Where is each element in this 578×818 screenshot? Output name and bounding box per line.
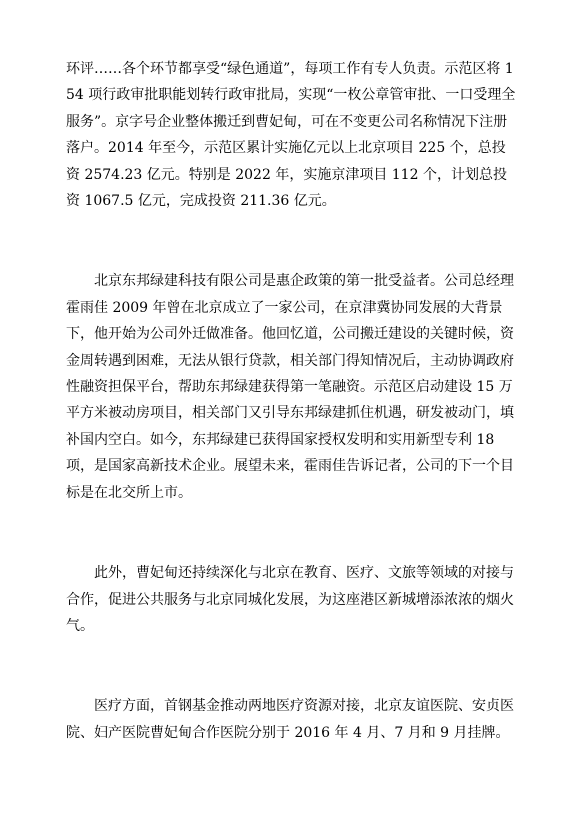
document-body [66, 56, 516, 746]
paragraph-spacer [66, 639, 516, 693]
paragraph-spacer [66, 506, 516, 560]
paragraph-medical: 医疗方面，首钢基金推动两地医疗资源对接，北京友谊医院、安贞医院、妇产医院曹妃甸合作医院分别于 2016 年 4 月、7 月和 9 月挂牌。 [66, 698, 514, 741]
paragraph-public-services: 此外，曹妃甸还持续深化与北京在教育、医疗、文旅等领域的对接与合作，促进公共服务与北京同城化发展，为这座港区新城增添浓浓的烟火气。 [66, 565, 514, 634]
paragraph-spacer [66, 214, 516, 268]
paragraph-green-channel: 环评……各个环节都享受“绿色通道”，每项工作有专人负责。示范区将 154 项行政审批职能划转行政审批局，实现“一枚公章管审批、一口受理全服务”。京字号企业整体搬迁到曹妃甸，可在不变更公司名称情况下注册落户。2014 年至今，示范区累计实施亿元以上北京项目 225 个，总投资 2574.23 亿元。特别是 2022 年，实施京津项目 112 个，计划总投资 1067.5 亿元，完成投资 211.36 亿元。 [66, 61, 516, 210]
paragraph-dongbang-company: 北京东邦绿建科技有限公司是惠企政策的第一批受益者。公司总经理霍雨佳 2009 年曾在北京成立了一家公司，在京津冀协同发展的大背景下，他开始为公司外迁做准备。他回忆道，公司搬迁建设的关键时候，资金周转遇到困难，无法从银行贷款，相关部门得知情况后，主动协调政府性融资担保平台，帮助东邦绿建获得第一笔融资。示范区启动建设 15 万平方米被动房项目，相关部门又引导东邦绿建抓住机遇，研发被动门，填补国内空白。如今，东邦绿建已获得国家授权发明和实用新型专利 18 项，是国家高新技术企业。展望未来，霍雨佳告诉记者，公司的下一个目标是在北交所上市。 [66, 273, 514, 501]
